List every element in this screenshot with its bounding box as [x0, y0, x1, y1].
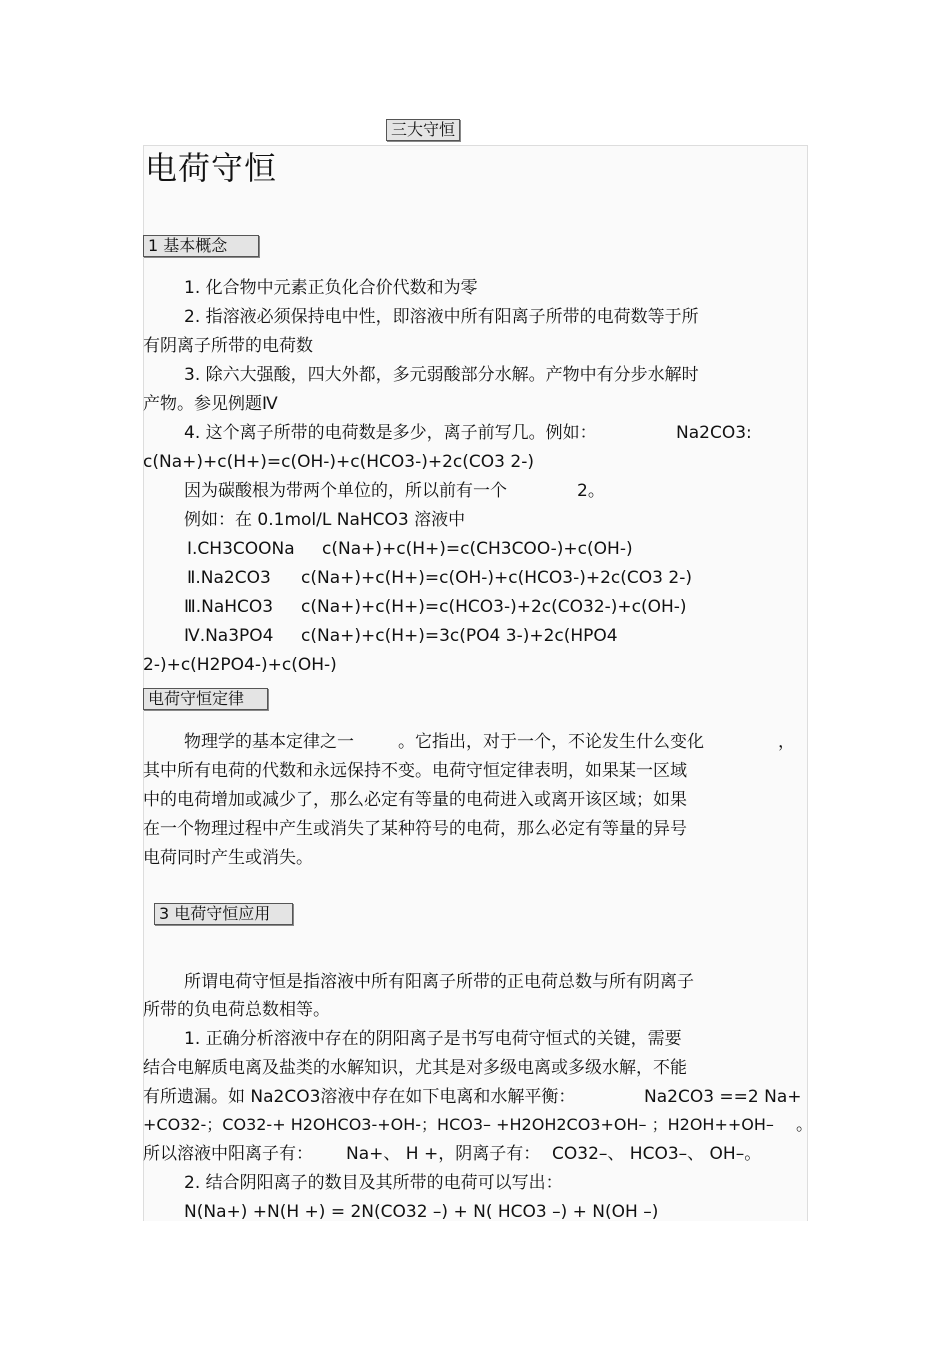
- text-line: 产物。参见例题Ⅳ: [143, 394, 278, 414]
- text-line: 在一个物理过程中产生或消失了某种符号的电荷，那么必定有等量的异号: [143, 819, 687, 839]
- formula: c(Na+)+c(H+)=c(OH-)+c(HCO3-)+2c(CO3 2-): [143, 452, 534, 472]
- formula: c(Na+)+c(H+)=3c(PO4 3-)+2c(HPO4: [301, 626, 618, 646]
- text-line: 电荷同时产生或消失。: [143, 848, 313, 868]
- top-tag: 三大守恒: [386, 119, 460, 141]
- text-line: 4. 这个离子所带的电荷数是多少，离子前写几。例如：: [184, 423, 597, 443]
- formula: Na2CO3:: [676, 423, 752, 443]
- text-line: 1. 化合物中元素正负化合价代数和为零: [184, 278, 478, 298]
- section-heading-conservation-law: 电荷守恒定律: [143, 688, 268, 710]
- example-label: Ⅳ.Na3PO4: [184, 626, 274, 646]
- formula: c(Na+)+c(H+)=c(HCO3-)+2c(CO32-)+c(OH-): [301, 597, 687, 617]
- text-line: Na+、 H +，阴离子有：: [346, 1144, 541, 1164]
- example-label: Ⅱ.Na2CO3: [187, 568, 271, 588]
- formula: c(Na+)+c(H+)=c(OH-)+c(HCO3-)+2c(CO3 2-): [301, 568, 692, 588]
- text-line: 2。: [577, 481, 605, 501]
- text-line: 有阴离子所带的电荷数: [143, 336, 313, 356]
- text-line: 例如：在 0.1mol/L NaHCO3 溶液中: [184, 510, 466, 530]
- text-line: 。它指出，对于一个，不论发生什么变化: [398, 732, 704, 752]
- text-line: 所谓电荷守恒是指溶液中所有阳离子所带的正电荷总数与所有阴离子: [184, 972, 694, 992]
- text-line: 2. 指溶液必须保持电中性，即溶液中所有阳离子所带的电荷数等于所: [184, 307, 699, 327]
- text-line: 中的电荷增加或减少了，那么必定有等量的电荷进入或离开该区域；如果: [143, 790, 687, 810]
- text-line: CO32–、 HCO3–、 OH–。: [552, 1144, 762, 1164]
- formula: +CO32-；CO32-+ H2OHCO3-+OH-；HCO3– +H2OH2CO3+OH– ；H2OH++OH–: [143, 1115, 774, 1134]
- formula: 2-)+c(H2PO4-)+c(OH-): [143, 655, 337, 675]
- text-line: 物理学的基本定律之一: [184, 732, 354, 752]
- text-line: 。: [796, 1115, 813, 1135]
- text-line: 1. 正确分析溶液中存在的阴阳离子是书写电荷守恒式的关键，需要: [184, 1029, 682, 1049]
- formula: Na2CO3 ==2 Na+: [644, 1087, 802, 1107]
- page-title: 电荷守恒: [145, 149, 278, 187]
- text-line: 2. 结合阴阳离子的数目及其所带的电荷可以写出：: [184, 1173, 563, 1193]
- text-line: 有所遗漏。如 Na2CO3溶液中存在如下电离和水解平衡：: [143, 1087, 576, 1107]
- formula: c(Na+)+c(H+)=c(CH3COO-)+c(OH-): [322, 539, 633, 559]
- text-line: 3. 除六大强酸，四大外都，多元弱酸部分水解。产物中有分步水解时: [184, 365, 699, 385]
- text-line: 所带的负电荷总数相等。: [143, 1000, 330, 1020]
- text-line: 结合电解质电离及盐类的水解知识，尤其是对多级电离或多级水解，不能: [143, 1058, 687, 1078]
- formula: N(Na+) +N(H +) = 2N(CO32 –) + N( HCO3 –) + N(OH –): [184, 1202, 659, 1222]
- section-heading-application: 3 电荷守恒应用: [154, 903, 293, 925]
- text-line: 其中所有电荷的代数和永远保持不变。电荷守恒定律表明，如果某一区域: [143, 761, 687, 781]
- section-heading-basic-concepts: 1 基本概念: [143, 235, 259, 257]
- text-line: ，: [778, 732, 795, 752]
- text-line: 所以溶液中阳离子有：: [143, 1144, 313, 1164]
- text-line: 因为碳酸根为带两个单位的，所以前有一个: [184, 481, 507, 501]
- example-label: Ⅲ.NaHCO3: [184, 597, 274, 617]
- example-label: Ⅰ.CH3COONa: [187, 539, 295, 559]
